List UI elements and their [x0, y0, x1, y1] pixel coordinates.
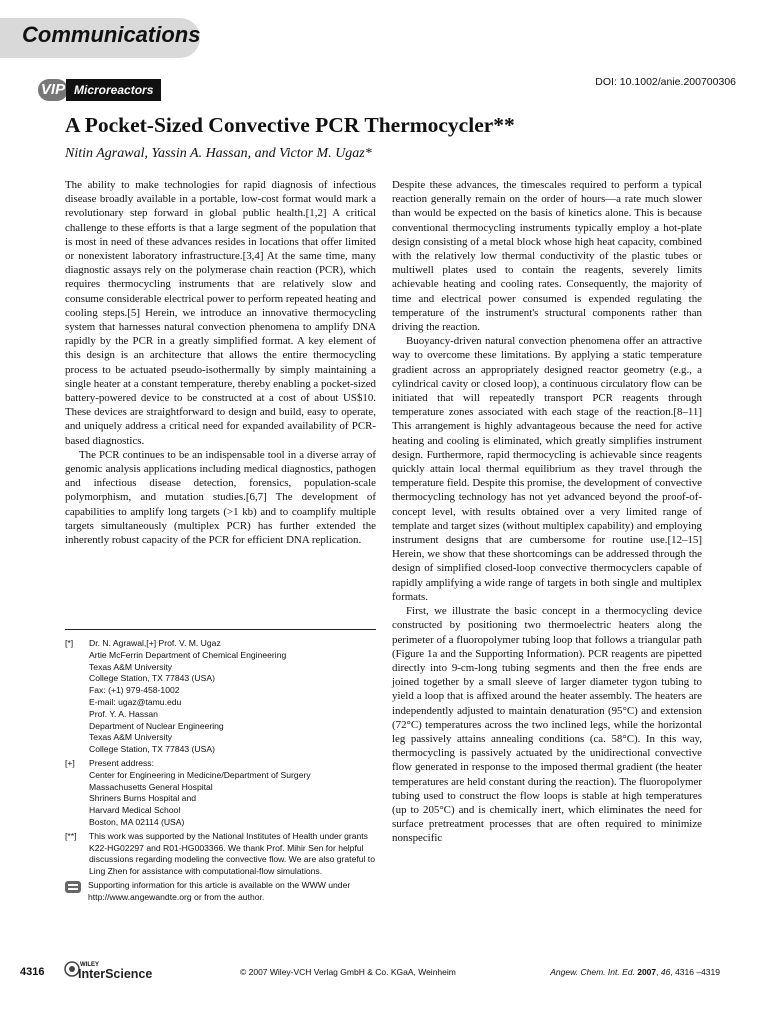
footnotes	[65, 638, 383, 904]
footnote-text: This work was supported by the National Institutes of Health under grants K22-HG02297 and R01-HG003366. We thank Prof. Mihir Sen for helpful discussions regarding modeling the convective flow. We are also grateful to Ling Zhen for assistance with computational-flow simulations.	[89, 830, 375, 877]
footnote-affiliations	[65, 638, 383, 756]
footnote-line: College Station, TX 77843 (USA)	[89, 744, 215, 755]
footnote-line: Massachusetts General Hospital	[89, 781, 213, 792]
paragraph: Buoyancy-driven natural convection phenomena offer an attractive way to overcome these limitations. By applying a static temperature gradient across an appropriately designed reactor geometry (e.g., a cylindrical cavity or closed loop), a continuous circulatory flow can be initiated that will repeatedly transport PCR reagents through temperature zones associated with each stage of the reaction.[8–11] This arrangement is highly advantageous because the need for active heating and cooling is eliminated, which greatly simplifies instrument design. Furthermore, rapid thermocycling is achievable since reagents quickly attain local thermal equilibrium as they travel through the temperature field. Despite this promise, the development of convective thermocycling technology has not yet advanced beyond the proof-of-concept level, with results obtained over a very limited range of template and target sizes (without multiplex capability) and employing instrument designs that are cumbersome for routine use.[12–15] Herein, we show that these shortcomings can be addressed through the design of simplified closed-loop convective thermocyclers capable of rapidly amplifying a wide range of targets in both single and multiplex formats.	[392, 335, 702, 603]
category-label: Microreactors	[66, 79, 161, 101]
journal-reference: Angew. Chem. Int. Ed. 2007, 46, 4316 –4319	[550, 967, 720, 977]
footnote-line: Artie McFerrin Department of Chemical Engineering	[89, 649, 287, 660]
journal-year: 2007	[637, 967, 657, 977]
body-column-left	[65, 178, 376, 547]
footnote-line: Center for Engineering in Medicine/Department of Surgery	[89, 769, 311, 780]
page-number: 4316	[20, 966, 45, 978]
footnote-mark: [*]	[65, 638, 74, 648]
body-column-right	[392, 178, 702, 846]
footnote-line: Shriners Burns Hospital and	[89, 793, 196, 804]
footnote-line: Fax: (+1) 979-458-1002	[89, 685, 180, 696]
copyright: © 2007 Wiley-VCH Verlag GmbH & Co. KGaA, Weinheim	[240, 967, 456, 977]
supporting-info-text[interactable]: Supporting information for this article is available on the WWW under http://www.angewandte.org or from the author.	[88, 879, 351, 902]
footnote-line: Prof. Y. A. Hassan	[89, 708, 158, 719]
paragraph: The ability to make technologies for rapid diagnosis of infectious disease broadly available in a portable, low-cost format would mark a revolutionary step forward in global public health.[1,2] A critical challenge to these efforts is that a large segment of the population that is most in need of these advances resides in locations that offer limited or nonexistent laboratory infrastructure.[3,4] At the same time, many diagnostic assays rely on the polymerase chain reaction (PCR), which requires thermocycling instruments that are relatively slow and consume considerable electrical power to perform repeated heating and cooling steps.[5] Herein, we introduce an innovative thermocycling system that harnesses natural convection phenomena to amplify DNA rapidly by the PCR in a greatly simplified format. A key element of this design is an architecture that allows the entire thermocycling process to be actuated pseudo-isothermally by simply maintaining a single heater at a constant temperature, thereby enabling a pocket-sized battery-powered device to be constructed at a cost of about US$10. These devices are straightforward to design and build, easy to operate, and uniquely address a critical need for expanded availability of PCR-based diagnostics.	[65, 179, 376, 447]
footnote-acknowledgement	[65, 831, 383, 878]
section-title: Communications	[22, 22, 201, 47]
doi[interactable]: DOI: 10.1002/anie.200700306	[595, 76, 736, 88]
journal-name: Angew. Chem. Int. Ed.	[550, 967, 635, 977]
supporting-info-icon	[64, 880, 82, 894]
footnote-line: Texas A&M University	[89, 732, 173, 743]
footnote-line: Harvard Medical School	[89, 805, 181, 816]
paragraph: Despite these advances, the timescales required to perform a typical reaction generally remain on the order of hours—a rate much slower than would be expected on the basis of kinetics alone. This is because conventional thermocycling instruments typically employ a hot-plate design consisting of a metal block whose high heat capacity, combined with the relatively low thermal conductivity of the plastic tubes or multiwell plates used to contain the reagents, severely limits achievable heating and cooling rates. Consequently, the majority of time and electrical power consumed is expended regulating the temperature of the instrument's structural components rather than driving the reaction.	[392, 179, 702, 334]
footnote-line: Department of Nuclear Engineering	[89, 720, 224, 731]
footnote-line: Texas A&M University	[89, 661, 173, 672]
article-title: A Pocket-Sized Convective PCR Thermocycler**	[65, 113, 515, 137]
journal-volume: 46	[660, 967, 671, 977]
publisher-small: WILEY	[80, 962, 99, 968]
footnote-divider	[65, 629, 376, 630]
footnote-line: Present address:	[89, 757, 154, 768]
author-list: Nitin Agrawal, Yassin A. Hassan, and Victor M. Ugaz*	[65, 146, 372, 161]
paragraph: First, we illustrate the basic concept in a thermocycling device constructed by positioning two thermoelectric heaters along the perimeter of a fluoropolymer tubing loop that follows a triangular path (Figure 1a and the Supporting Information). PCR reagents are pipetted directly into 9-cm-long tubing segments and then the free ends are joined together by a small sleeve of larger diameter tygon tubing to yield a loop that is affixed around the heater assembly. The heaters are independently adjusted to maintain denaturation (95°C) and extension (72°C) temperatures across the two inclined legs, while the horizontal leg passively attains annealing conditions (ca. 58°C). In this way, thermocycling is passively actuated by the unidirectional convective flow generated in response to the imposed thermal gradient (the heater temperatures are held constant during the reaction). The fluoropolymer tubing used to construct the flow loops is stable at high temperatures (up to 205°C) and is chemically inert, which eliminates the need for surface pretreatment processes that are often required to minimize nonspecific	[392, 605, 702, 845]
footnote-mark: [+]	[65, 757, 75, 768]
footnote-present-address	[65, 758, 383, 829]
footnote-supporting-info	[65, 880, 383, 904]
journal-pages: 4316 –4319	[675, 967, 720, 977]
paragraph: The PCR continues to be an indispensable tool in a diverse array of genomic analysis applications including medical diagnostics, pathogen and infectious disease detection, forensics, population-scale polymorphism, and mutation studies.[6,7] The development of capabilities to amplify long targets (>1 kb) and to coamplify multiple targets simultaneously (multiplex PCR) has further extended the inherently robust capacity of the PCR for efficient DNA replication.	[65, 448, 376, 547]
email-link[interactable]: E-mail: ugaz@tamu.edu	[89, 696, 182, 707]
footnote-mark: [**]	[65, 830, 77, 841]
footnote-line: Boston, MA 02114 (USA)	[89, 816, 185, 827]
footnote-line: College Station, TX 77843 (USA)	[89, 673, 215, 684]
footnote-line: Dr. N. Agrawal,[+] Prof. V. M. Ugaz	[89, 638, 221, 648]
vip-badge: VIP	[38, 79, 68, 101]
publisher-logo: InterScience	[78, 967, 153, 981]
